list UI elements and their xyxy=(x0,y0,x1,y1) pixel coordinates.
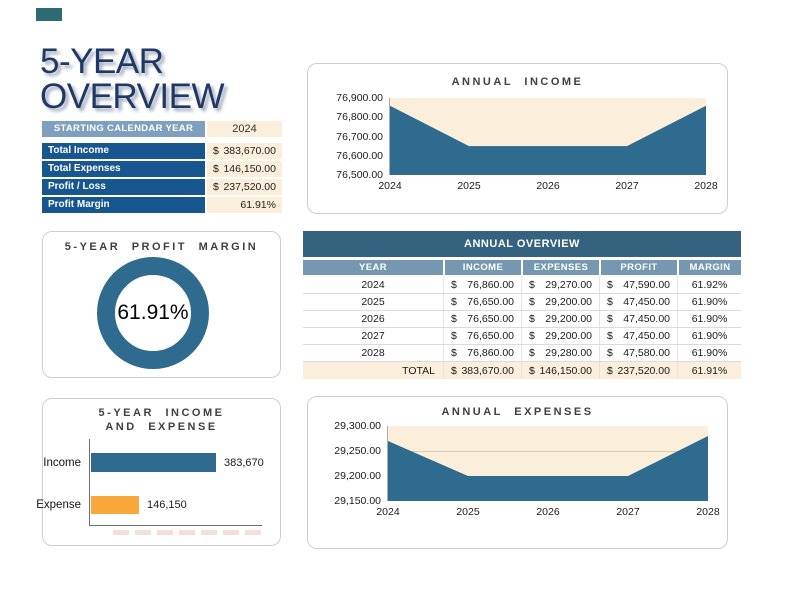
donut-center-value: 61.91% xyxy=(117,301,189,324)
currency-symbol: $ xyxy=(451,364,457,377)
amount: 76,650.00 xyxy=(467,313,514,325)
currency-symbol: $ xyxy=(451,296,457,308)
y-axis-tick-label: 76,800.00 xyxy=(336,111,383,124)
y-axis-tick-label: 76,700.00 xyxy=(336,130,383,143)
y-axis-tick-label: 76,900.00 xyxy=(336,92,383,104)
amount: 29,200.00 xyxy=(545,296,592,308)
page-title-line1: 5-YEAR xyxy=(40,42,164,81)
margin-cell: 61.90% xyxy=(677,311,741,327)
income-expense-chart-card xyxy=(36,398,281,546)
income-cell xyxy=(443,294,521,310)
currency-symbol: $ xyxy=(451,330,457,342)
table-row xyxy=(303,311,741,328)
currency-symbol: $ xyxy=(607,330,613,342)
amount: 47,450.00 xyxy=(623,313,670,325)
amount: 47,590.00 xyxy=(623,279,670,291)
annual-income-chart-card xyxy=(307,63,728,214)
donut-ring xyxy=(97,257,209,369)
year-cell: 2025 xyxy=(361,296,385,308)
summary-row-value xyxy=(207,161,282,177)
column-header-year: YEAR xyxy=(303,260,443,275)
x-axis-tick-label: 2028 xyxy=(694,180,718,192)
amount: 237,520.00 xyxy=(617,364,670,377)
annual-income-plot-area xyxy=(336,92,718,192)
annual-income-chart-title: ANNUAL INCOME xyxy=(451,76,584,88)
annual-overview-title-bar: ANNUAL OVERVIEW xyxy=(303,231,741,257)
income-cell xyxy=(443,277,521,293)
amount: 29,280.00 xyxy=(545,347,592,359)
summary-row-value xyxy=(207,197,282,213)
corner-accent-mark xyxy=(36,8,62,21)
currency-symbol: $ xyxy=(451,347,457,359)
currency-symbol: $ xyxy=(529,347,535,359)
summary-row-amount: 61.91% xyxy=(240,199,276,211)
amount: 47,450.00 xyxy=(623,330,670,342)
column-header-expenses: EXPENSES xyxy=(521,260,599,275)
profit-cell xyxy=(599,294,677,310)
amount: 76,650.00 xyxy=(467,330,514,342)
x-axis-tick-label: 2024 xyxy=(376,506,400,518)
table-row xyxy=(303,328,741,345)
amount: 383,670.00 xyxy=(461,364,514,377)
x-axis-tick-label: 2027 xyxy=(615,180,639,192)
year-cell: 2024 xyxy=(361,279,385,291)
total-income-cell xyxy=(443,362,521,379)
y-axis-tick-label: 29,200.00 xyxy=(334,470,381,482)
x-axis-tick-label: 2028 xyxy=(696,506,720,518)
category-label: Expense xyxy=(36,499,81,511)
expenses-cell xyxy=(521,311,599,327)
y-axis-tick-label: 76,600.00 xyxy=(336,149,383,162)
bar-row-income xyxy=(43,453,264,472)
margin-cell: 61.90% xyxy=(677,294,741,310)
profit-cell xyxy=(599,328,677,344)
profit-margin-card xyxy=(42,231,281,378)
summary-row-amount: 237,520.00 xyxy=(223,181,276,193)
currency-symbol: $ xyxy=(213,163,219,175)
annual-expenses-chart-card xyxy=(307,396,728,549)
summary-table xyxy=(42,121,282,215)
summary-row-label: Total Expenses xyxy=(42,161,205,177)
table-row xyxy=(303,345,741,362)
currency-symbol: $ xyxy=(529,330,535,342)
annual-overview-body xyxy=(303,277,741,362)
category-label: Income xyxy=(43,456,81,469)
x-axis-tick-label: 2025 xyxy=(457,180,481,192)
total-expenses-cell xyxy=(521,362,599,379)
currency-symbol: $ xyxy=(529,279,535,291)
profit-cell xyxy=(599,277,677,293)
amount: 146,150.00 xyxy=(539,364,592,377)
income-cell xyxy=(443,311,521,327)
currency-symbol: $ xyxy=(213,181,219,193)
annual-overview-table xyxy=(303,231,741,379)
summary-rows xyxy=(42,143,282,213)
year-cell: 2027 xyxy=(361,330,385,342)
table-row xyxy=(303,277,741,294)
summary-row xyxy=(42,179,282,195)
total-label: TOTAL xyxy=(402,364,435,377)
y-axis-tick-label: 29,150.00 xyxy=(334,495,381,507)
currency-symbol: $ xyxy=(607,279,613,291)
currency-symbol: $ xyxy=(451,313,457,325)
amount: 76,860.00 xyxy=(467,347,514,359)
summary-row xyxy=(42,197,282,213)
income-cell xyxy=(443,345,521,361)
y-axis-tick-label: 29,250.00 xyxy=(334,445,381,457)
margin-cell: 61.90% xyxy=(677,328,741,344)
bar-row-expense xyxy=(36,496,262,514)
total-profit-cell xyxy=(599,362,677,379)
profit-cell xyxy=(599,311,677,327)
faint-red-caption xyxy=(113,530,261,535)
income-expense-title-line2: AND EXPENSE xyxy=(105,421,218,433)
y-axis-tick-label: 29,300.00 xyxy=(334,420,381,432)
currency-symbol: $ xyxy=(607,296,613,308)
year-cell: 2026 xyxy=(361,313,385,325)
page-title xyxy=(40,44,224,114)
starting-calendar-year-value: 2024 xyxy=(207,121,282,137)
annual-expenses-plot-area xyxy=(334,420,720,518)
x-axis-tick-label: 2027 xyxy=(616,506,640,518)
column-header-profit: PROFIT xyxy=(599,260,677,275)
currency-symbol: $ xyxy=(529,364,535,377)
summary-row-amount: 383,670.00 xyxy=(223,145,276,157)
currency-symbol: $ xyxy=(607,347,613,359)
x-axis-tick-label: 2026 xyxy=(536,506,560,518)
currency-symbol: $ xyxy=(529,313,535,325)
amount: 29,200.00 xyxy=(545,313,592,325)
income-expense-title-line1: 5-YEAR INCOME xyxy=(98,407,225,419)
x-axis-tick-label: 2026 xyxy=(536,180,560,192)
area-series xyxy=(388,426,708,501)
income-expense-chart-title xyxy=(43,406,280,434)
summary-header-row xyxy=(42,121,282,137)
currency-symbol: $ xyxy=(529,296,535,308)
x-axis-tick-label: 2024 xyxy=(378,180,402,192)
annual-expenses-chart-title: ANNUAL EXPENSES xyxy=(441,406,594,418)
summary-row-label: Total Income xyxy=(42,143,205,159)
currency-symbol: $ xyxy=(607,364,613,377)
total-margin-cell: 61.91% xyxy=(677,362,741,379)
annual-overview-header-row xyxy=(303,260,741,275)
table-row xyxy=(303,294,741,311)
currency-symbol: $ xyxy=(213,145,219,157)
area-series xyxy=(390,98,706,175)
currency-symbol: $ xyxy=(451,279,457,291)
amount: 76,860.00 xyxy=(467,279,514,291)
expenses-cell xyxy=(521,277,599,293)
summary-row-value xyxy=(207,143,282,159)
bar-expense xyxy=(91,496,139,514)
margin-cell: 61.90% xyxy=(677,345,741,361)
profit-margin-chart-title: 5-YEAR PROFIT MARGIN xyxy=(64,241,259,253)
amount: 76,650.00 xyxy=(467,296,514,308)
amount: 29,270.00 xyxy=(545,279,592,291)
currency-symbol: $ xyxy=(607,313,613,325)
starting-calendar-year-label: STARTING CALENDAR YEAR xyxy=(42,121,205,137)
amount: 47,580.00 xyxy=(623,347,670,359)
x-axis-tick-label: 2025 xyxy=(456,506,480,518)
summary-row-value xyxy=(207,179,282,195)
summary-row-amount: 146,150.00 xyxy=(223,163,276,175)
column-header-margin: MARGIN xyxy=(677,260,741,275)
expenses-cell xyxy=(521,345,599,361)
income-expense-plot-area xyxy=(36,439,264,526)
year-cell: 2028 xyxy=(361,347,385,359)
bar-value-label: 146,150 xyxy=(147,499,187,511)
amount: 29,200.00 xyxy=(545,330,592,342)
amount: 47,450.00 xyxy=(623,296,670,308)
y-axis-tick-label: 76,500.00 xyxy=(336,169,383,181)
bar-income xyxy=(91,453,216,472)
page-title-line2: OVERVIEW xyxy=(40,77,225,116)
expenses-cell xyxy=(521,294,599,310)
summary-row-label: Profit Margin xyxy=(42,197,205,213)
column-header-income: INCOME xyxy=(443,260,521,275)
expenses-cell xyxy=(521,328,599,344)
income-cell xyxy=(443,328,521,344)
summary-row xyxy=(42,143,282,159)
profit-cell xyxy=(599,345,677,361)
summary-row xyxy=(42,161,282,177)
annual-overview-total-row xyxy=(303,362,741,379)
bar-value-label: 383,670 xyxy=(224,456,264,469)
margin-cell: 61.92% xyxy=(677,277,741,293)
summary-row-label: Profit / Loss xyxy=(42,179,205,195)
